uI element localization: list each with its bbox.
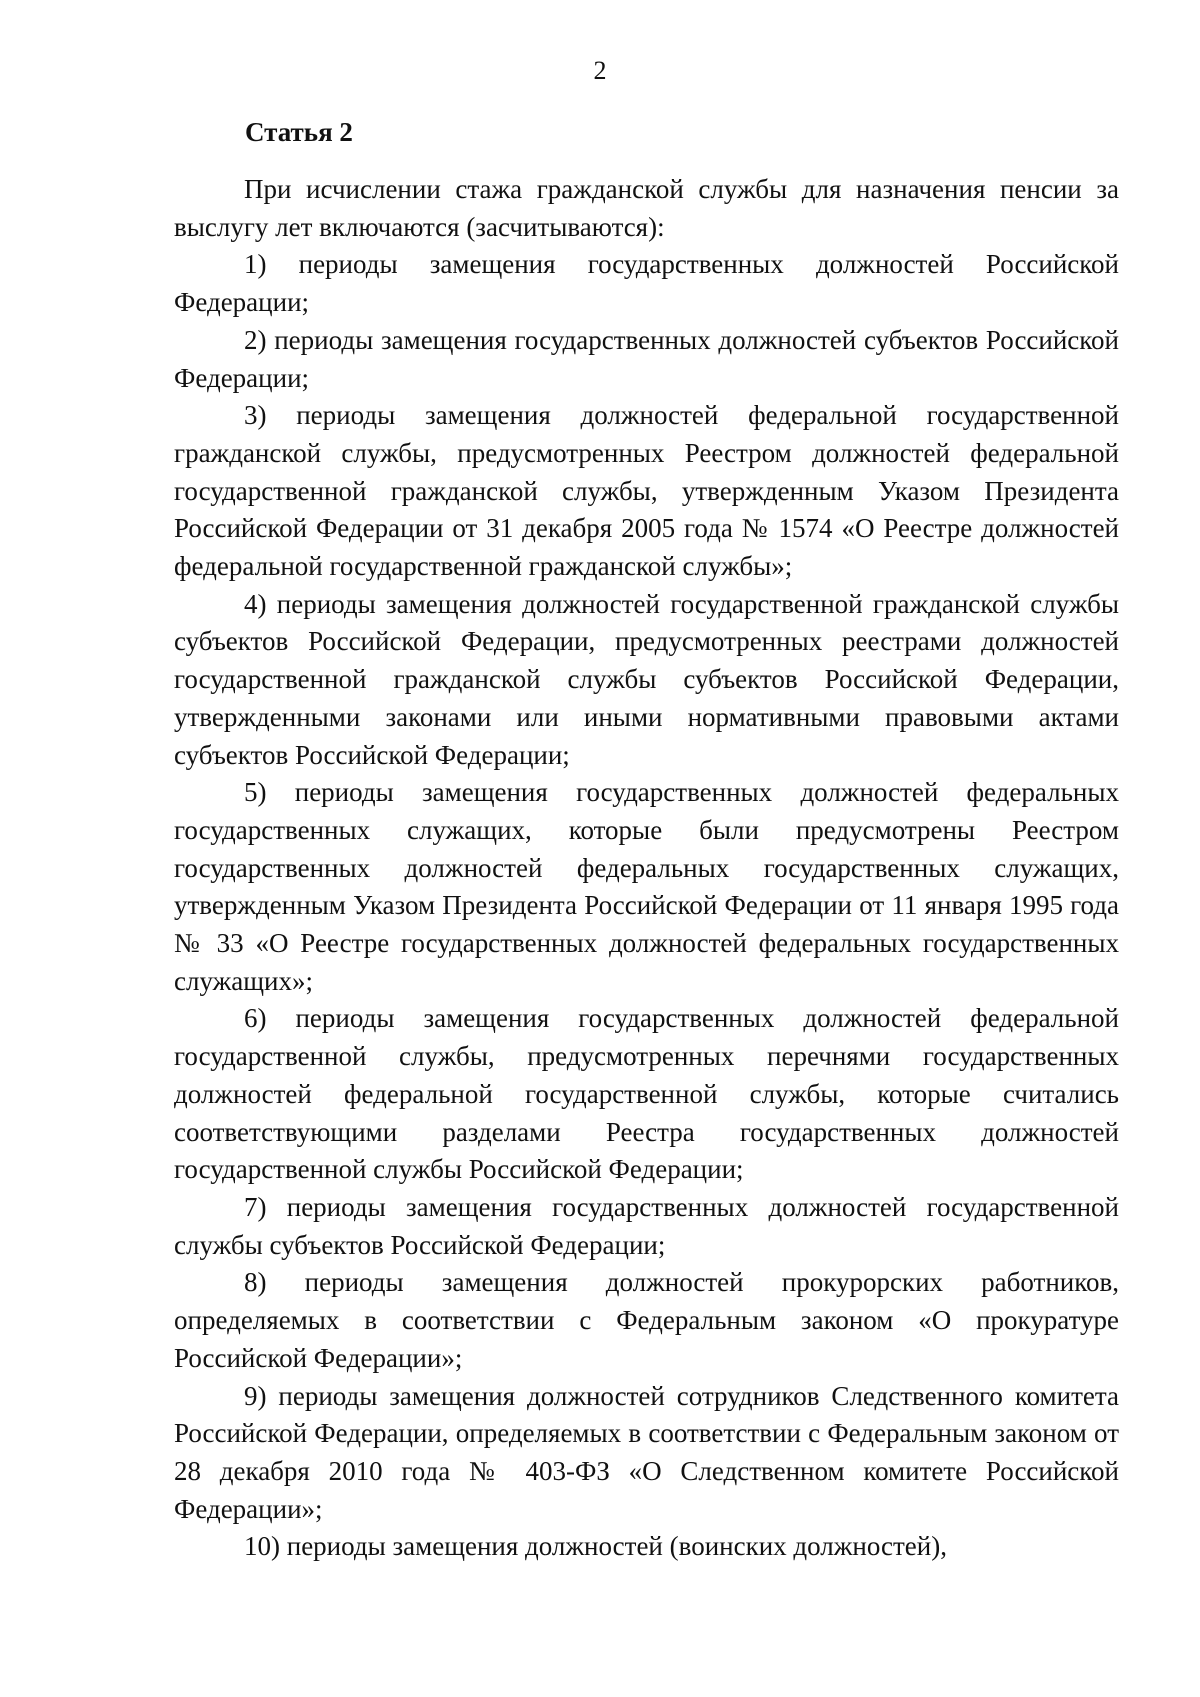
list-item-1: 1) периоды замещения государственных должностей Российской Федерации;: [174, 249, 1119, 318]
article-heading: Статья 2: [245, 117, 353, 147]
list-item-2: 2) периоды замещения государственных должностей субъектов Российской Федерации;: [174, 324, 1119, 393]
list-item-6: 6) периоды замещения государственных должностей федеральной государственной службы, предусмотренных перечнями государственных должностей федеральной государственной службы, которые считались соответствующими разделами Реестра государственных должностей государственной службы Российской Федерации;: [174, 1003, 1119, 1185]
list-item-5: 5) периоды замещения государственных должностей федеральных государственных служащих, которые были предусмотрены Реестром государственных должностей федеральных государственных служащих, утвержденным Указом Президента Российской Федерации от 11 января 1995 года № 33 «О Реестре государственных должностей федеральных государственных служащих»;: [174, 777, 1119, 996]
page-number: 2: [593, 56, 607, 85]
intro-paragraph: При исчислении стажа гражданской службы для назначения пенсии за выслугу лет включаются (засчитываются):: [174, 174, 1119, 242]
list-item-8: 8) периоды замещения должностей прокурорских работников, определяемых в соответствии с Федеральным законом «О прокуратуре Российской Федерации»;: [174, 1267, 1119, 1373]
list-item-9: 9) периоды замещения должностей сотрудников Следственного комитета Российской Федерации, определяемых в соответствии с Федеральным законом от 28 декабря 2010 года № 403-ФЗ «О Следственном комитете Российской Федерации»;: [174, 1380, 1119, 1524]
list-item-7: 7) периоды замещения государственных должностей государственной службы субъектов Российской Федерации;: [174, 1191, 1119, 1260]
list-item-3: 3) периоды замещения должностей федеральной государственной гражданской службы, предусмотренных Реестром должностей федеральной государственной гражданской службы, утвержденным Указом Президента Российской Федерации от 31 декабря 2005 года № 1574 «О Реестре должностей федеральной государственной гражданской службы»;: [174, 400, 1119, 582]
article-body: [174, 171, 1119, 1566]
list-item-4: 4) периоды замещения должностей государственной гражданской службы субъектов Российской Федерации, предусмотренных реестрами должностей государственной гражданской службы субъектов Российской Федерации, утвержденными законами или иными нормативными правовыми актами субъектов Российской Федерации;: [174, 588, 1119, 770]
list-item-10: 10) периоды замещения должностей (воинских должностей),: [244, 1531, 947, 1562]
